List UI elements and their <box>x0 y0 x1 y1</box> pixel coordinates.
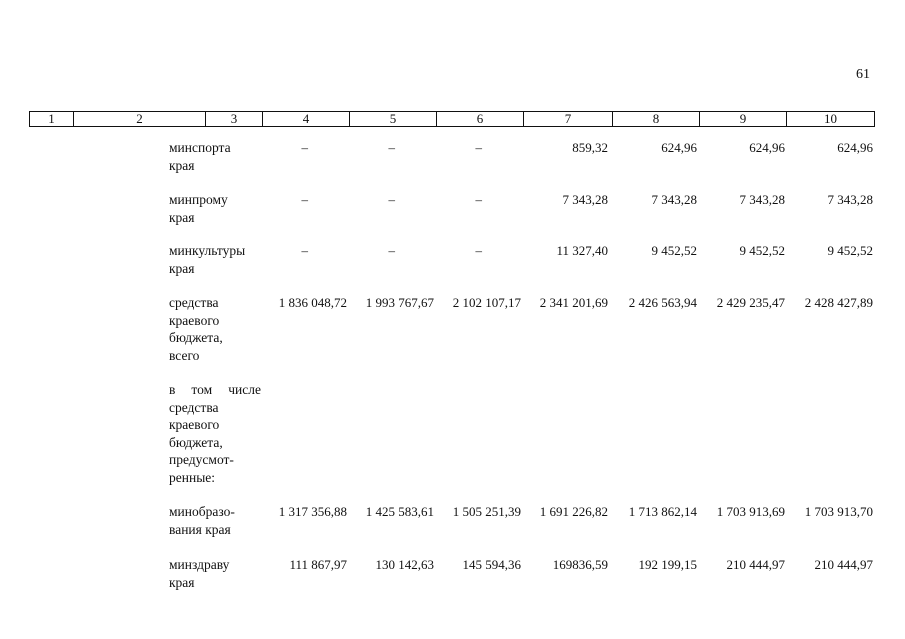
page-number: 61 <box>856 67 870 82</box>
cell-col-5: 130 142,63 <box>375 557 434 572</box>
header-col-9: 9 <box>700 112 787 126</box>
cell-col-5: – <box>388 243 395 258</box>
row-label: минспорта края <box>169 140 231 173</box>
table-header-row <box>29 111 875 127</box>
cell-col-7: 7 343,28 <box>562 192 608 207</box>
cell-col-8: 192 199,15 <box>638 557 697 572</box>
header-col-4: 4 <box>263 112 350 126</box>
header-col-3: 3 <box>206 112 263 126</box>
cell-col-9: 2 429 235,47 <box>716 295 785 310</box>
row-label: минздраву края <box>169 557 230 590</box>
cell-col-9: 9 452,52 <box>739 243 785 258</box>
cell-col-10: 1 703 913,70 <box>804 504 873 519</box>
cell-col-7: 859,32 <box>572 140 608 155</box>
cell-col-6: 2 102 107,17 <box>452 295 521 310</box>
header-col-1: 1 <box>30 112 74 126</box>
cell-col-7: 11 327,40 <box>556 243 608 258</box>
cell-col-6: – <box>475 243 482 258</box>
row-label: в том числе средства краевого бюджета, предусмот- ренные: <box>169 382 261 485</box>
cell-col-5: 1 993 767,67 <box>365 295 434 310</box>
cell-col-4: – <box>301 192 308 207</box>
cell-col-9: 624,96 <box>749 140 785 155</box>
cell-col-9: 210 444,97 <box>726 557 785 572</box>
header-col-6: 6 <box>437 112 524 126</box>
cell-col-6: – <box>475 192 482 207</box>
cell-col-9: 1 703 913,69 <box>716 504 785 519</box>
cell-col-7: 2 341 201,69 <box>539 295 608 310</box>
row-label: минобразо- вания края <box>169 504 235 537</box>
cell-col-4: – <box>301 243 308 258</box>
row-label: минкультуры края <box>169 243 246 276</box>
cell-col-9: 7 343,28 <box>739 192 785 207</box>
cell-col-8: 2 426 563,94 <box>628 295 697 310</box>
row-label: средства краевого бюджета, всего <box>169 295 223 363</box>
cell-col-10: 624,96 <box>837 140 873 155</box>
header-col-8: 8 <box>613 112 700 126</box>
cell-col-7: 1 691 226,82 <box>539 504 608 519</box>
header-col-5: 5 <box>350 112 437 126</box>
cell-col-4: 1 836 048,72 <box>278 295 347 310</box>
row-label: минпрому края <box>169 192 228 225</box>
cell-col-10: 7 343,28 <box>827 192 873 207</box>
cell-col-8: 624,96 <box>661 140 697 155</box>
cell-col-8: 7 343,28 <box>651 192 697 207</box>
cell-col-5: – <box>388 192 395 207</box>
cell-col-4: – <box>301 140 308 155</box>
cell-col-8: 9 452,52 <box>651 243 697 258</box>
cell-col-5: 1 425 583,61 <box>365 504 434 519</box>
cell-col-10: 9 452,52 <box>827 243 873 258</box>
header-col-2: 2 <box>74 112 206 126</box>
cell-col-6: – <box>475 140 482 155</box>
cell-col-10: 2 428 427,89 <box>804 295 873 310</box>
header-col-7: 7 <box>524 112 613 126</box>
cell-col-7: 169836,59 <box>552 557 608 572</box>
cell-col-6: 1 505 251,39 <box>452 504 521 519</box>
cell-col-8: 1 713 862,14 <box>628 504 697 519</box>
header-col-10: 10 <box>824 111 837 126</box>
cell-col-10: 210 444,97 <box>814 557 873 572</box>
cell-col-6: 145 594,36 <box>462 557 521 572</box>
cell-col-5: – <box>388 140 395 155</box>
cell-col-4: 111 867,97 <box>289 557 347 572</box>
cell-col-4: 1 317 356,88 <box>278 504 347 519</box>
